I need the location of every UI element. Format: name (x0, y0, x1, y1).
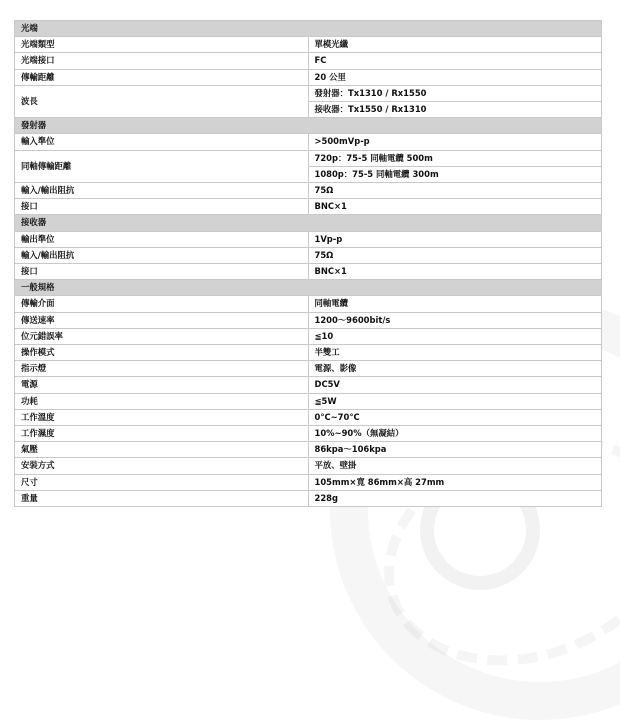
spec-row (15, 69, 602, 85)
spec-value: 單模光纖 (308, 37, 602, 53)
spec-value: 接收器：Tx1550 / Rx1310 (308, 102, 602, 118)
spec-row (15, 361, 602, 377)
spec-value: ≦5W (308, 393, 602, 409)
spec-row (15, 85, 602, 101)
spec-label: 波長 (15, 85, 309, 117)
section-header-row (15, 215, 602, 231)
spec-value: 75Ω (308, 183, 602, 199)
spec-row (15, 150, 602, 166)
section-title: 發射器 (15, 118, 602, 134)
spec-value: BNC×1 (308, 199, 602, 215)
spec-row (15, 458, 602, 474)
spec-label: 輸出準位 (15, 231, 309, 247)
spec-row (15, 474, 602, 490)
spec-value: 1Vp-p (308, 231, 602, 247)
spec-value: DC5V (308, 377, 602, 393)
spec-value: 1080p：75-5 同軸電纜 300m (308, 166, 602, 182)
spec-row (15, 345, 602, 361)
spec-label: 輸入/輸出阻抗 (15, 183, 309, 199)
spec-label: 安裝方式 (15, 458, 309, 474)
section-title: 一般規格 (15, 280, 602, 296)
spec-row (15, 312, 602, 328)
spec-label: 接口 (15, 199, 309, 215)
spec-row (15, 296, 602, 312)
spec-label: 電源 (15, 377, 309, 393)
spec-label: 尺寸 (15, 474, 309, 490)
spec-value: 75Ω (308, 247, 602, 263)
spec-row (15, 231, 602, 247)
spec-value: 半雙工 (308, 345, 602, 361)
spec-value: 平放、壁掛 (308, 458, 602, 474)
spec-value: ≦10 (308, 328, 602, 344)
spec-label: 輸入/輸出阻抗 (15, 247, 309, 263)
spec-value: 0°C~70°C (308, 409, 602, 425)
section-title: 光端 (15, 21, 602, 37)
spec-label: 傳輸距離 (15, 69, 309, 85)
spec-row (15, 377, 602, 393)
spec-table-body (15, 21, 602, 507)
spec-row (15, 183, 602, 199)
spec-row (15, 199, 602, 215)
spec-value: 720p：75-5 同軸電纜 500m (308, 150, 602, 166)
spec-table (14, 20, 602, 507)
spec-value: 20 公里 (308, 69, 602, 85)
spec-row (15, 247, 602, 263)
spec-row (15, 409, 602, 425)
spec-row (15, 490, 602, 506)
section-title: 接收器 (15, 215, 602, 231)
spec-row (15, 442, 602, 458)
spec-label: 輸入準位 (15, 134, 309, 150)
spec-label: 操作模式 (15, 345, 309, 361)
spec-row (15, 393, 602, 409)
spec-label: 光端類型 (15, 37, 309, 53)
spec-label: 指示燈 (15, 361, 309, 377)
section-header-row (15, 118, 602, 134)
spec-row (15, 53, 602, 69)
spec-label: 位元錯誤率 (15, 328, 309, 344)
spec-label: 接口 (15, 264, 309, 280)
spec-value: 228g (308, 490, 602, 506)
spec-row (15, 134, 602, 150)
spec-label: 同軸傳輸距離 (15, 150, 309, 182)
spec-label: 傳輸介面 (15, 296, 309, 312)
spec-value: 發射器：Tx1310 / Rx1550 (308, 85, 602, 101)
spec-value: 同軸電纜 (308, 296, 602, 312)
spec-row (15, 426, 602, 442)
spec-row (15, 37, 602, 53)
spec-value: 1200～9600bit/s (308, 312, 602, 328)
spec-label: 氣壓 (15, 442, 309, 458)
spec-label: 光端接口 (15, 53, 309, 69)
spec-value: BNC×1 (308, 264, 602, 280)
spec-row (15, 328, 602, 344)
spec-value: 86kpa～106kpa (308, 442, 602, 458)
spec-value: 10%~90%（無凝結） (308, 426, 602, 442)
spec-label: 傳送速率 (15, 312, 309, 328)
spec-row (15, 264, 602, 280)
spec-value: >500mVp-p (308, 134, 602, 150)
spec-label: 工作濕度 (15, 426, 309, 442)
spec-label: 功耗 (15, 393, 309, 409)
spec-value: 電源、影像 (308, 361, 602, 377)
spec-label: 重量 (15, 490, 309, 506)
spec-value: 105mm×寬 86mm×高 27mm (308, 474, 602, 490)
spec-label: 工作溫度 (15, 409, 309, 425)
section-header-row (15, 21, 602, 37)
section-header-row (15, 280, 602, 296)
spec-value: FC (308, 53, 602, 69)
